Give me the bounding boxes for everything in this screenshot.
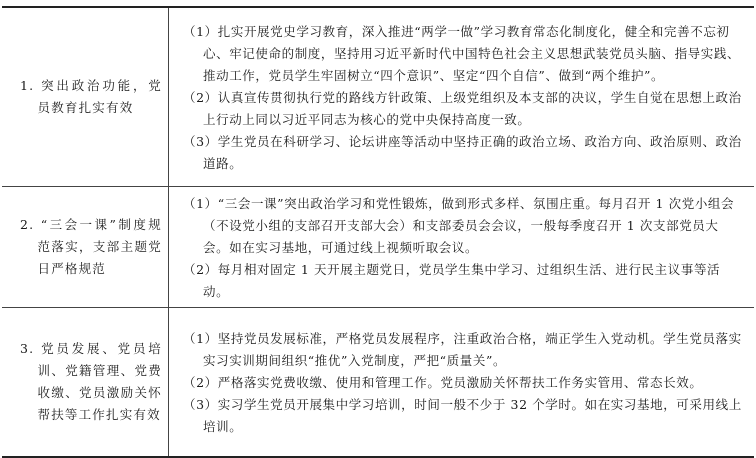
row-label-cell xyxy=(2,187,169,308)
table-row xyxy=(2,308,754,458)
row-content-cell xyxy=(169,7,755,187)
table-row xyxy=(2,187,754,308)
table-row xyxy=(2,7,754,187)
row-content-cell xyxy=(169,187,755,308)
standards-table xyxy=(2,6,754,458)
row-label-cell xyxy=(2,7,169,187)
list-item: （1）扎实开展党史学习教育，深入推进“两学一做”学习教育常态化制度化，健全和完善不忘初心、牢记使命的制度，坚持用习近平新时代中国特色社会主义思想武装党员头脑、指导实践、推动工作，党员学生牢固树立“四个意识”、坚定“四个自信”、做到“两个维护”。 xyxy=(183,24,741,83)
list-item: （3）实习学生党员开展集中学习培训，时间一般不少于 32 个学时。如在实习基地，可采用线上培训。 xyxy=(183,397,742,434)
list-item: （1）“三会一课”突出政治学习和党性锻炼，做到形式多样、氛围庄重。每月召开 1 次党小组会（不设党小组的支部召开支部大会）和支部委员会会议，一般每季度召开 1 次支部党员大会。如在实习基地，可通过线上视频听取会议。 xyxy=(183,196,735,255)
list-item: （2）每月相对固定 1 天开展主题党日，党员学生集中学习、过组织生活、进行民主议事等活动。 xyxy=(183,262,721,299)
list-item: （2）认真宣传贯彻执行党的路线方针政策、上级党组织及本支部的决议，学生自觉在思想上政治上行动上同以习近平同志为核心的党中央保持高度一致。 xyxy=(183,90,742,127)
row-label: 3. 党员发展、党员培训、党籍管理、党费收缴、党员激励关怀帮扶等工作扎实有效 xyxy=(20,341,162,422)
row-content-cell xyxy=(169,308,755,458)
list-item: （2）严格落实党费收缴、使用和管理工作。党员激励关怀帮扶工作务实管用、常态长效。 xyxy=(183,375,703,390)
list-item: （1）坚持党员发展标准，严格党员发展程序，注重政治合格，端正学生入党动机。学生党员落实实习实训期间组织“推优”入党制度，严把“质量关”。 xyxy=(183,331,742,368)
row-label: 2. “三会一课”制度规范落实，支部主题党日严格规范 xyxy=(20,217,162,276)
row-label-cell xyxy=(2,308,169,458)
list-item: （3）学生党员在科研学习、论坛讲座等活动中坚持正确的政治立场、政治方向、政治原则、政治道路。 xyxy=(183,134,742,171)
row-label: 1. 突出政治功能，党员教育扎实有效 xyxy=(20,78,162,115)
